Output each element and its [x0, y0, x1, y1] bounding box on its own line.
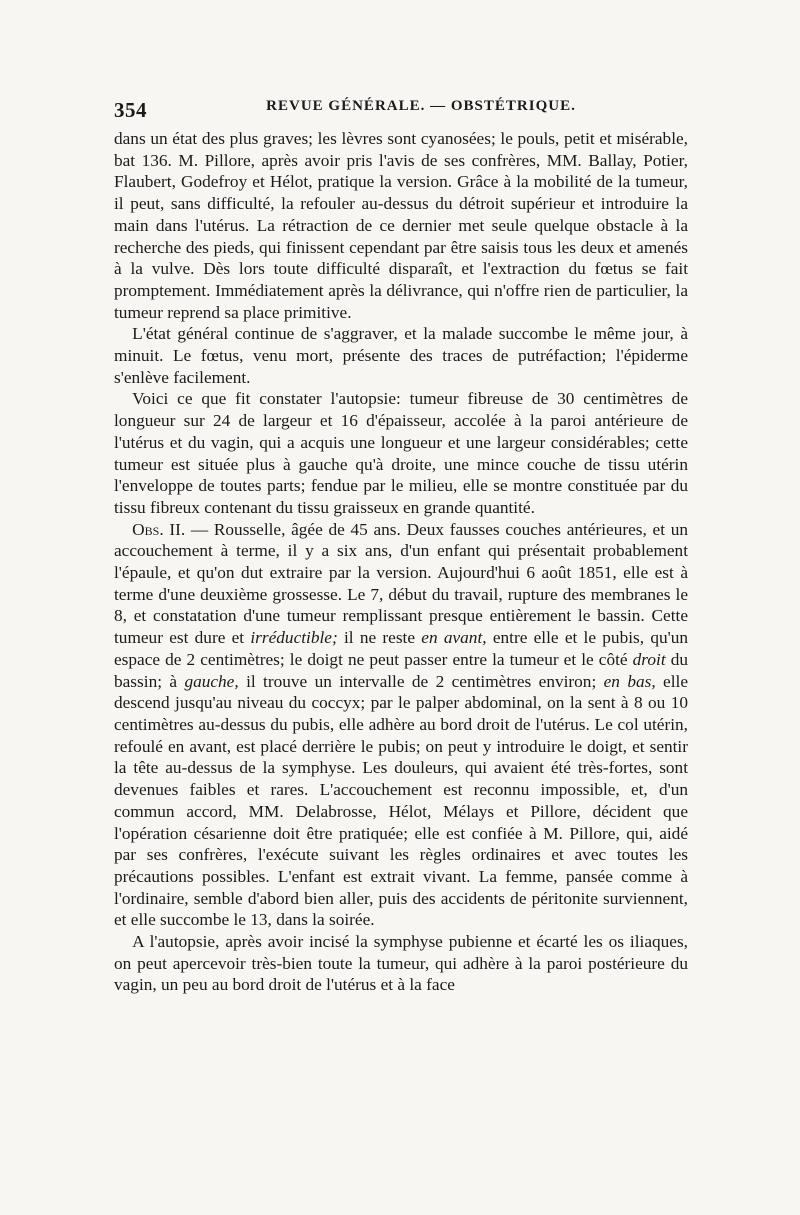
paragraph-death-report: L'état général continue de s'aggraver, et la malade succombe le même jour, à minuit. Le fœtus, venu mort, présente des traces de putréfaction; l'épiderme s'enlève facilement. — [114, 324, 688, 387]
observation-text: il ne reste — [337, 628, 422, 648]
emphasis-text: irréductible; — [250, 628, 338, 648]
paragraph-continuation: dans un état des plus graves; les lèvres sont cyanosées; le pouls, petit et misérable, bat 136. M. Pillore, après avoir pris l'avis de ses confrères, MM. Ballay, Potier, Flaubert, Godefroy et Hélot, pratique la version. Grâce à la mobilité de la tumeur, il peut, sans difficulté, la refouler au-dessus du détroit supérieur et introduire la main dans l'utérus. La rétraction de ce dernier met seule quelque obstacle à la recherche des pieds, qui finissent cependant par être saisis tous les deux et amenés à la vulve. Dès lors toute difficulté disparaît, et l'extraction du fœtus se fait promptement. Immédiatement après la délivrance, qui n'offre rien de particulier, la tumeur reprend sa place primitive. — [114, 129, 688, 322]
observation-text: entre elle et le pubis, qu'un espace de 2 centimètres; le doigt ne peut passer entre la tumeur et le côté — [114, 628, 688, 669]
emphasis-text: en bas, — [603, 671, 656, 691]
paragraph-second-autopsy: A l'autopsie, après avoir incisé la symphyse pubienne et écarté les os iliaques, on peut apercevoir très-bien toute la tumeur, qui adhère à la paroi postérieure du vagin, un peu au bord droit de l'utérus et à la face — [114, 932, 688, 995]
page-header — [114, 98, 688, 128]
emphasis-text: droit — [632, 649, 666, 669]
page-number: 354 — [114, 98, 147, 122]
observation-text: elle descend jusqu'au niveau du coccyx; par le palper abdominal, on la sent à 8 ou 10 centimètres au-dessus du pubis, elle adhère au bord droit de l'utérus. Le col utérin, refoulé en avant, est placé derrière le pubis; on peut y introduire le doigt, et sentir la tête au-dessus de la symphyse. Les douleurs, qui avaient été très-fortes, sont devenues faibles et rares. L'accouchement est reconnu impossible, et, d'un commun accord, MM. Delabrosse, Hélot, Mélays et Pillore, décident que l'opération césarienne doit être pratiquée; elle est confiée à M. Pillore, qui, aidé par ses confrères, l'exécute suivant les règles ordinaires et avec toutes les précautions possibles. L'enfant est extrait vivant. La femme, pansée comme à l'ordinaire, semble d'abord bien aller, puis des accidents de péritonite surviennent, et elle succombe le 13, dans la soirée. — [114, 671, 689, 930]
paragraph-observation-2 — [114, 519, 688, 931]
observation-text: — Rousselle, âgée de 45 ans. Deux fausses couches antérieures, et un accouchement à terme, il y a six ans, d'un enfant qui présentait probablement l'épaule, et qu'on dut extraire par la version. Aujourd'hui 6 août 1851, elle est à terme d'une deuxième grossesse. Le 7, début du travail, rupture des membranes le 8, et constatation d'une tumeur remplissant presque entièrement le bassin. Cette tumeur est dure et — [114, 519, 688, 648]
emphasis-text: gauche, — [184, 671, 239, 691]
observation-text: il trouve un intervalle de 2 centimètres environ; — [238, 671, 604, 691]
paragraph-autopsy-findings: Voici ce que fit constater l'autopsie: tumeur fibreuse de 30 centimètres de longueur sur 24 de largeur et 16 d'épaisseur, accolée à la paroi antérieure de l'utérus et du vagin, qui a acquis une longueur et une largeur considérables; cette tumeur est située plus à gauche qu'à droite, une mince couche de tissu utérin l'enveloppe de toutes parts; fendue par le milieu, elle se montre constituée par du tissu fibreux contenant du tissu graisseux en grande quantité. — [114, 389, 688, 517]
observation-text: du bassin; à — [114, 649, 688, 691]
emphasis-text: en avant, — [421, 628, 487, 648]
body-text — [114, 128, 688, 996]
observation-label: Obs. II. — [132, 519, 186, 539]
running-title: REVUE GÉNÉRALE. — OBSTÉTRIQUE. — [266, 98, 576, 114]
